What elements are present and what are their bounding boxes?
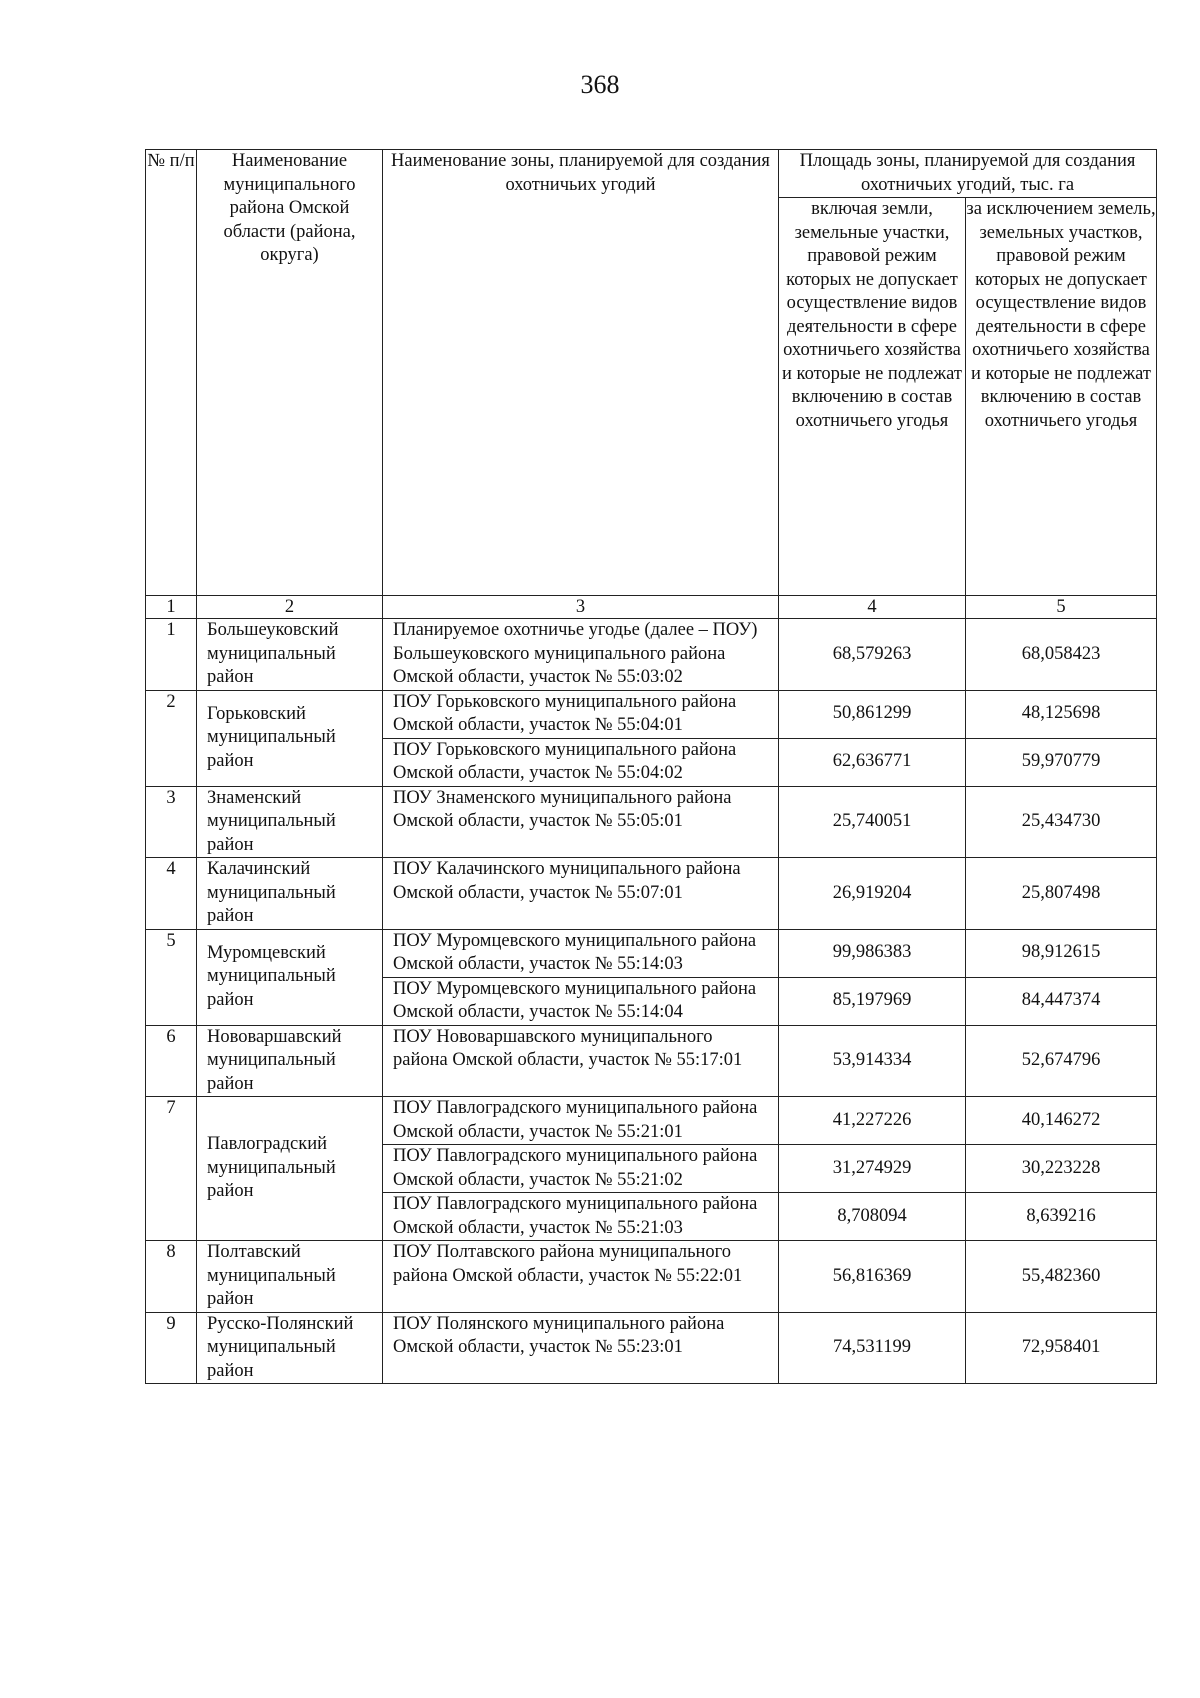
district-name-cell (197, 1241, 383, 1313)
district-name-cell (197, 786, 383, 858)
zone-name-cell (383, 690, 779, 738)
zone-name: ПОУ Павлоградского муниципального района Омской области, участок № 55:21:02 (393, 1146, 758, 1190)
district-name-cell (197, 690, 383, 786)
area-including-value: 56,816369 (779, 1241, 966, 1313)
area-including-value: 74,531199 (779, 1312, 966, 1384)
zone-name-cell (383, 738, 779, 786)
zone-name-cell (383, 1025, 779, 1097)
area-excluding-value: 98,912615 (966, 929, 1157, 977)
area-including-value: 85,197969 (779, 977, 966, 1025)
header-district: Наименование муниципального района Омской области (района, округа) (197, 150, 383, 596)
area-including-value: 50,861299 (779, 690, 966, 738)
area-including-value: 62,636771 (779, 738, 966, 786)
district-name: Знаменский муниципальный район (207, 787, 336, 855)
column-index: 5 (966, 596, 1157, 619)
table-row (146, 1025, 1157, 1097)
zone-name: ПОУ Павлоградского муниципального района Омской области, участок № 55:21:03 (393, 1194, 758, 1238)
district-name: Калачинский муниципальный район (207, 859, 336, 926)
area-excluding-value: 59,970779 (966, 738, 1157, 786)
area-excluding-value: 52,674796 (966, 1025, 1157, 1097)
area-including-value: 31,274929 (779, 1145, 966, 1193)
table-row (146, 1097, 1157, 1145)
table-row (146, 1241, 1157, 1313)
row-number: 5 (146, 929, 197, 1025)
hunting-zones-table (145, 149, 1157, 1384)
zone-name-cell (383, 1241, 779, 1313)
zone-name-cell (383, 619, 779, 691)
table-row (146, 619, 1157, 691)
area-excluding-value: 55,482360 (966, 1241, 1157, 1313)
district-name: Павлоградский муниципальный район (207, 1134, 336, 1202)
area-excluding-value: 68,058423 (966, 619, 1157, 691)
area-excluding-value: 25,807498 (966, 858, 1157, 930)
zone-name: ПОУ Нововаршавского муниципального района Омской области, участок № 55:17:01 (393, 1026, 743, 1070)
area-including-value: 99,986383 (779, 929, 966, 977)
area-including-value: 8,708094 (779, 1193, 966, 1241)
zone-name: ПОУ Полянского муниципального района Омской области, участок № 55:23:01 (393, 1313, 725, 1357)
zone-name: ПОУ Павлоградского муниципального района Омской области, участок № 55:21:01 (393, 1098, 758, 1142)
zone-name: ПОУ Горьковского муниципального района Омской области, участок № 55:04:02 (393, 739, 737, 783)
table-row (146, 929, 1157, 977)
district-name-cell (197, 1025, 383, 1097)
header-area-excluding: за исключением земель, земельных участков, правовой режим которых не допускает осуществление видов деятельности в сфере охотничьего хозяйства и которые не подлежат включению в состав охотничьего угодья (966, 198, 1157, 596)
row-number: 3 (146, 786, 197, 858)
row-number: 1 (146, 619, 197, 691)
area-excluding-value: 30,223228 (966, 1145, 1157, 1193)
area-excluding-value: 8,639216 (966, 1193, 1157, 1241)
district-name: Большеуковский муниципальный район (207, 620, 339, 687)
area-excluding-value: 40,146272 (966, 1097, 1157, 1145)
zone-name-cell (383, 1145, 779, 1193)
header-area-including: включая земли, земельные участки, правовой режим которых не допускает осуществление видов деятельности в сфере охотничьего хозяйства и которые не подлежат включению в состав охотничьего угодья (779, 198, 966, 596)
district-name-cell (197, 1097, 383, 1241)
area-including-value: 68,579263 (779, 619, 966, 691)
table-row (146, 786, 1157, 858)
area-including-value: 25,740051 (779, 786, 966, 858)
district-name: Горьковский муниципальный район (207, 703, 336, 771)
area-including-value: 26,919204 (779, 858, 966, 930)
zone-name-cell (383, 977, 779, 1025)
row-number: 6 (146, 1025, 197, 1097)
area-excluding-value: 48,125698 (966, 690, 1157, 738)
table-row (146, 690, 1157, 738)
area-excluding-value: 72,958401 (966, 1312, 1157, 1384)
district-name-cell (197, 858, 383, 930)
row-number: 8 (146, 1241, 197, 1313)
area-excluding-value: 84,447374 (966, 977, 1157, 1025)
district-name-cell (197, 1312, 383, 1384)
area-excluding-value: 25,434730 (966, 786, 1157, 858)
zone-name: ПОУ Калачинского муниципального района Омской области, участок № 55:07:01 (393, 859, 741, 903)
district-name: Нововаршавский муниципальный район (207, 1026, 342, 1094)
zone-name: Планируемое охотничье угодье (далее – ПОУ) Большеуковского муниципального района Омской области, участок № 55:03:02 (393, 620, 758, 687)
zone-name-cell (383, 786, 779, 858)
page-number: 368 (580, 70, 620, 99)
zone-name-cell (383, 1193, 779, 1241)
district-name: Муромцевский муниципальный район (207, 942, 336, 1010)
zone-name: ПОУ Горьковского муниципального района Омской области, участок № 55:04:01 (393, 691, 737, 735)
district-name: Полтавский муниципальный район (207, 1242, 336, 1309)
table-body (146, 619, 1157, 1384)
zone-name-cell (383, 1312, 779, 1384)
table-row (146, 1312, 1157, 1384)
row-number: 4 (146, 858, 197, 930)
column-index: 2 (197, 596, 383, 619)
column-index-row (146, 596, 1157, 619)
zone-name-cell (383, 858, 779, 930)
column-index: 4 (779, 596, 966, 619)
column-index: 1 (146, 596, 197, 619)
row-number: 7 (146, 1097, 197, 1241)
area-including-value: 53,914334 (779, 1025, 966, 1097)
district-name-cell (197, 929, 383, 1025)
zone-name: ПОУ Знаменского муниципального района Омской области, участок № 55:05:01 (393, 787, 732, 831)
zone-name-cell (383, 929, 779, 977)
district-name: Русско-Полянский муниципальный район (207, 1313, 354, 1381)
header-number: № п/п (146, 150, 197, 596)
row-number: 9 (146, 1312, 197, 1384)
header-area: Площадь зоны, планируемой для создания охотничьих угодий, тыс. га (779, 150, 1157, 198)
header-zone-name: Наименование зоны, планируемой для создания охотничьих угодий (383, 150, 779, 596)
table-header (146, 150, 1157, 619)
zone-name-cell (383, 1097, 779, 1145)
district-name-cell (197, 619, 383, 691)
column-index: 3 (383, 596, 779, 619)
zone-name: ПОУ Муромцевского муниципального района Омской области, участок № 55:14:03 (393, 930, 757, 974)
area-including-value: 41,227226 (779, 1097, 966, 1145)
zone-name: ПОУ Полтавского района муниципального района Омской области, участок № 55:22:01 (393, 1242, 743, 1286)
zone-name: ПОУ Муромцевского муниципального района Омской области, участок № 55:14:04 (393, 978, 757, 1022)
table-row (146, 858, 1157, 930)
row-number: 2 (146, 690, 197, 786)
